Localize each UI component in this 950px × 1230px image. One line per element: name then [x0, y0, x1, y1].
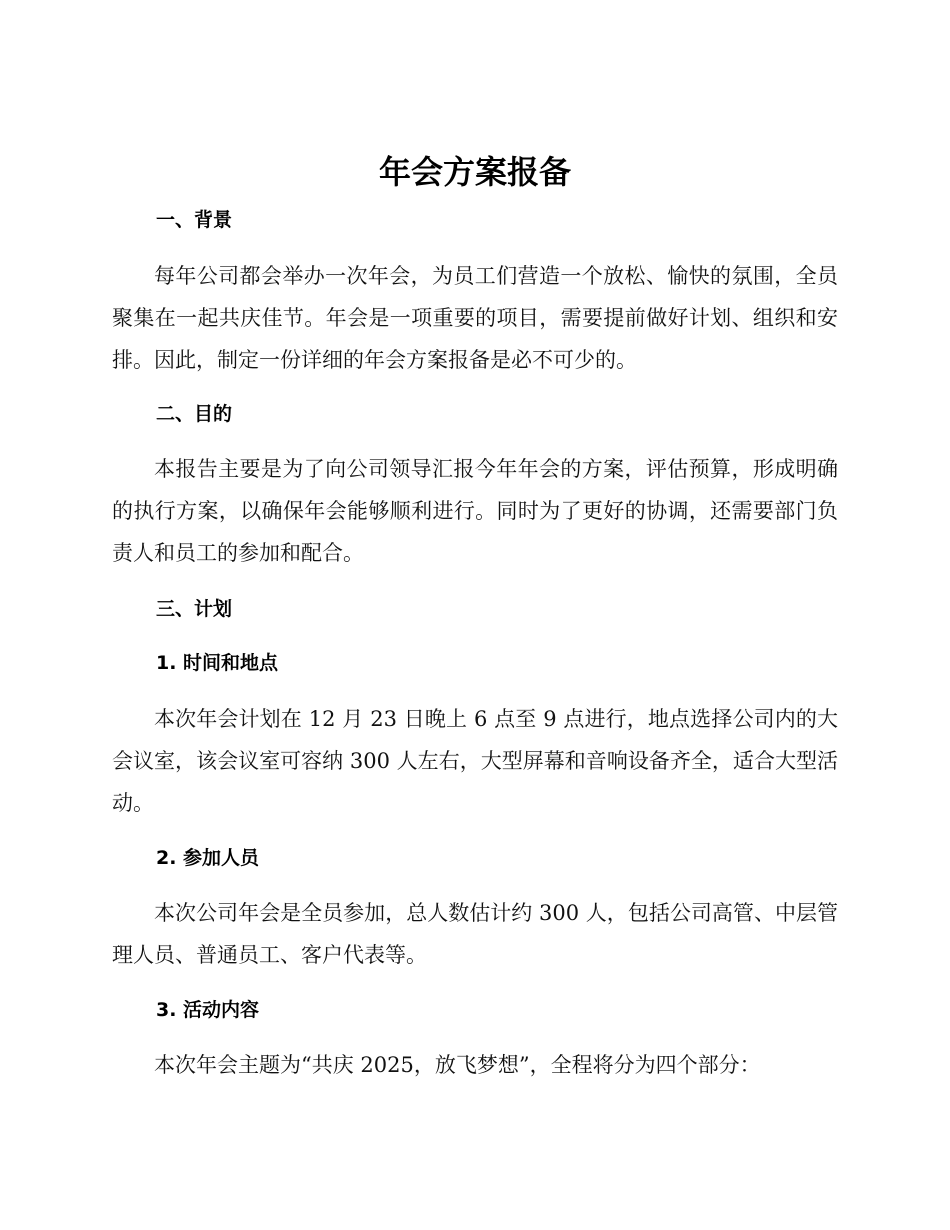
section-heading-background: 一、背景	[156, 209, 233, 231]
subsection-paragraph-participants: 本次公司年会是全员参加，总人数估计约 300 人，包括公司高管、中层管理人员、普通员工、客户代表等。	[112, 901, 838, 967]
section-heading-goal: 二、目的	[156, 403, 233, 425]
section-paragraph-goal: 本报告主要是为了向公司领导汇报今年年会的方案，评估预算，形成明确的执行方案，以确保年会能够顺利进行。同时为了更好的协调，还需要部门负责人和员工的参加和配合。	[112, 457, 838, 565]
subsection-paragraph-activities: 本次年会主题为“共庆 2025，放飞梦想”，全程将分为四个部分：	[154, 1053, 761, 1077]
subsection-heading-activities: 3. 活动内容	[156, 999, 260, 1021]
subsection-heading-participants: 2. 参加人员	[156, 847, 260, 869]
document-title: 年会方案报备	[378, 153, 571, 191]
subsection-paragraph-time-location: 本次年会计划在 12 月 23 日晚上 6 点至 9 点进行，地点选择公司内的大会议室，该会议室可容纳 300 人左右，大型屏幕和音响设备齐全，适合大型活动。	[112, 707, 838, 815]
section-heading-plan: 三、计划	[156, 598, 233, 620]
subsection-heading-time-location: 1. 时间和地点	[156, 652, 279, 674]
section-paragraph-background: 每年公司都会举办一次年会，为员工们营造一个放松、愉快的氛围，全员聚集在一起共庆佳节。年会是一项重要的项目，需要提前做好计划、组织和安排。因此，制定一份详细的年会方案报备是必不可少的。	[112, 264, 838, 372]
